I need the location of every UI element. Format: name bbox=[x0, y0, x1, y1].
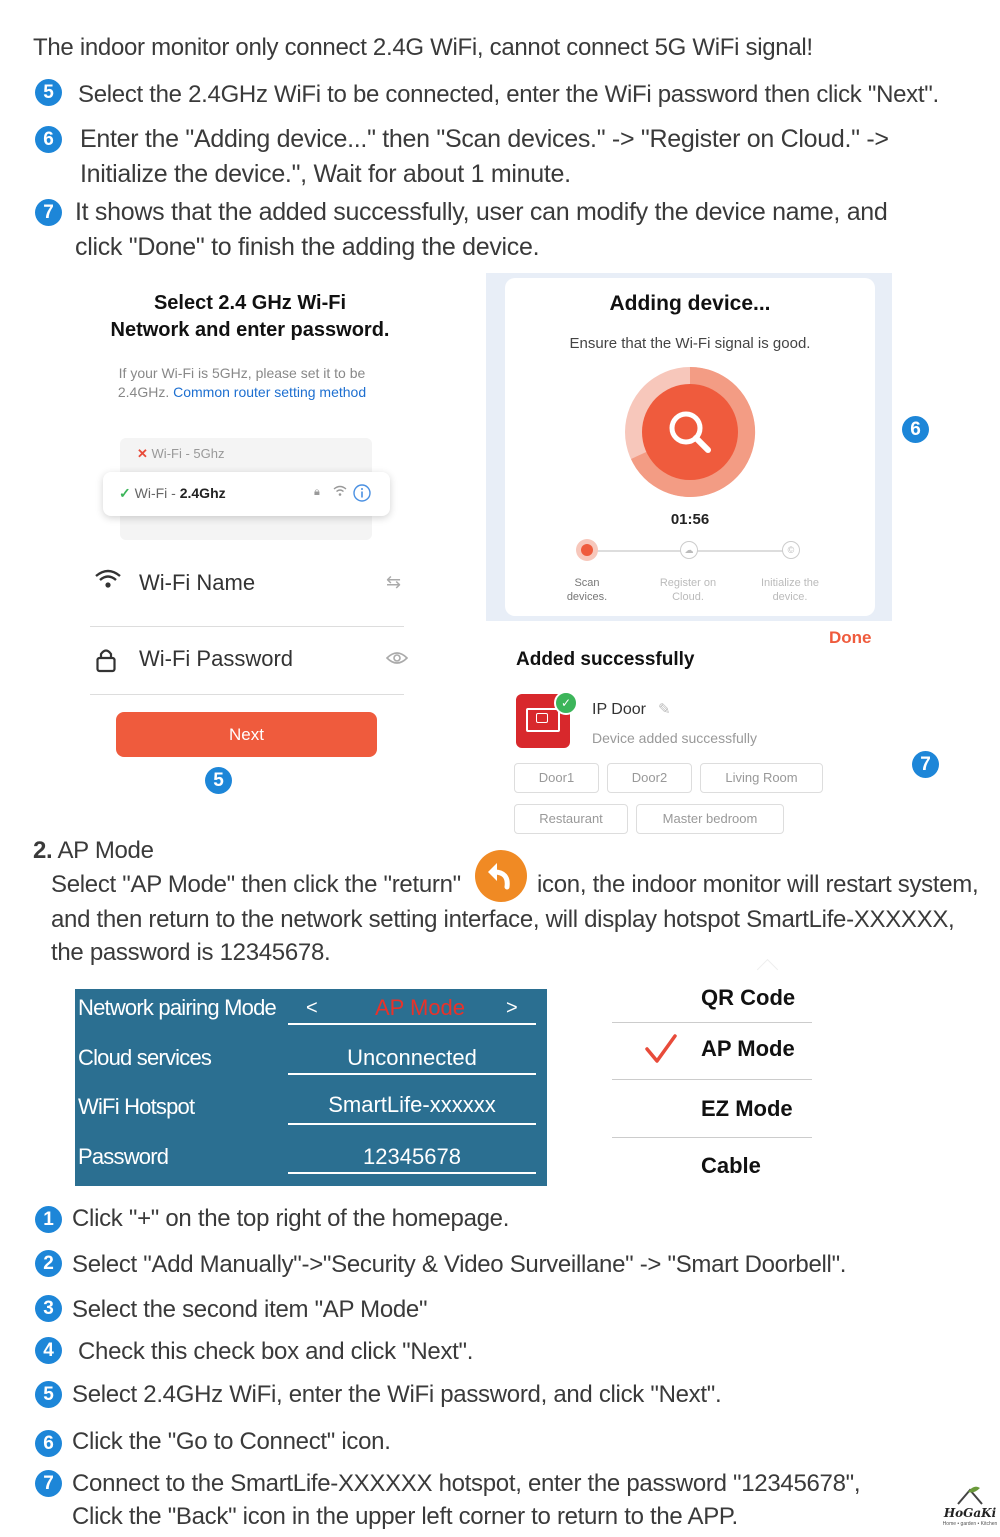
step-badge: 2 bbox=[35, 1250, 62, 1277]
wifi-name-label[interactable]: Wi-Fi Name bbox=[139, 570, 256, 595]
step-badge: 4 bbox=[35, 1337, 62, 1364]
cloud-services-value: Unconnected bbox=[347, 1045, 477, 1070]
step-text: Check this check box and click "Next". bbox=[78, 1338, 474, 1365]
room-tag[interactable]: Door1 bbox=[514, 763, 599, 793]
eye-icon[interactable] bbox=[386, 650, 408, 671]
switch-network-icon[interactable]: ⇆ bbox=[386, 572, 402, 592]
step-badge: 6 bbox=[35, 126, 62, 153]
room-tag[interactable]: Master bedroom bbox=[636, 804, 784, 834]
device-name: IP Door bbox=[592, 701, 646, 718]
lock-icon bbox=[95, 647, 117, 678]
init-step-icon: © bbox=[782, 541, 800, 559]
step-badge: 7 bbox=[35, 199, 62, 226]
step-badge: 7 bbox=[35, 1470, 62, 1497]
step-scan-label: Scan devices. bbox=[566, 577, 608, 603]
check-icon: ✓ bbox=[119, 485, 131, 501]
added-title: Added successfully bbox=[516, 649, 695, 670]
checkmark-icon bbox=[644, 1033, 678, 1070]
step-text: Select 2.4GHz WiFi, enter the WiFi password, and click "Next". bbox=[72, 1381, 722, 1408]
step-badge: 7 bbox=[912, 751, 939, 778]
room-tag[interactable]: Door2 bbox=[607, 763, 692, 793]
network-5g: ✕ Wi-Fi - 5Ghz bbox=[137, 446, 225, 461]
step-text: Click the "Back" icon in the upper left corner to return to the APP. bbox=[72, 1503, 738, 1530]
step-text: Connect to the SmartLife-XXXXXX hotspot, enter the password "12345678", bbox=[72, 1470, 861, 1497]
lock-icon: 🔒︎ bbox=[314, 486, 320, 498]
divider bbox=[90, 626, 404, 627]
underline bbox=[288, 1073, 536, 1075]
menu-item-ez-mode[interactable]: EZ Mode bbox=[701, 1096, 793, 1121]
step-initialize-label: Initialize the device. bbox=[760, 577, 820, 603]
password-label: Password bbox=[78, 1144, 169, 1169]
adding-title: Adding device... bbox=[609, 292, 771, 315]
wifi-hotspot-value: SmartLife-xxxxxx bbox=[328, 1092, 496, 1117]
device-status: Device added successfully bbox=[592, 730, 757, 746]
room-tag[interactable]: Living Room bbox=[700, 763, 823, 793]
room-tag[interactable]: Restaurant bbox=[514, 804, 628, 834]
step-badge: 5 bbox=[35, 79, 62, 106]
wifi-signal-icon bbox=[333, 484, 347, 503]
edit-pencil-icon[interactable]: ✎ bbox=[658, 701, 671, 718]
underline bbox=[288, 1172, 536, 1174]
ap-paragraph-line1b: icon, the indoor monitor will restart system, bbox=[537, 871, 979, 898]
step-scan-icon bbox=[576, 539, 598, 561]
ap-paragraph-line3: the password is 12345678. bbox=[51, 939, 331, 966]
wifi-hint-prefix: 2.4GHz. bbox=[117, 384, 174, 400]
step-text: Select the 2.4GHz WiFi to be connected, enter the WiFi password then click "Next". bbox=[78, 81, 939, 108]
step-text: It shows that the added successfully, user can modify the device name, and bbox=[75, 198, 888, 226]
done-button[interactable]: Done bbox=[829, 628, 872, 647]
wifi-icon bbox=[94, 567, 122, 596]
ap-paragraph-line2: and then return to the network setting interface, will display hotspot SmartLife-XXXXXX, bbox=[51, 906, 955, 933]
password-value: 12345678 bbox=[363, 1144, 461, 1169]
adding-subtitle: Ensure that the Wi-Fi signal is good. bbox=[569, 335, 811, 352]
next-mode-arrow[interactable]: > bbox=[506, 997, 518, 1019]
success-check-icon: ✓ bbox=[554, 691, 578, 715]
step-text: click "Done" to finish the adding the device. bbox=[75, 233, 540, 261]
step-register-label: Register on Cloud. bbox=[659, 577, 717, 603]
ap-heading: 2. AP Mode bbox=[33, 837, 154, 864]
pairing-mode-value[interactable]: AP Mode bbox=[374, 995, 466, 1020]
pairing-mode-label: Network pairing Mode bbox=[78, 995, 276, 1020]
step-badge: 5 bbox=[35, 1381, 62, 1408]
divider bbox=[90, 694, 404, 695]
step-badge: 3 bbox=[35, 1295, 62, 1322]
wifi-hotspot-label: WiFi Hotspot bbox=[78, 1094, 195, 1119]
menu-divider bbox=[612, 1137, 812, 1138]
intro-text: The indoor monitor only connect 2.4G WiFi, cannot connect 5G WiFi signal! bbox=[33, 34, 813, 61]
wifi-title-line2: Network and enter password. bbox=[110, 319, 390, 341]
menu-item-ap-mode[interactable]: AP Mode bbox=[701, 1036, 795, 1061]
ap-paragraph-line1a: Select "AP Mode" then click the "return" bbox=[51, 871, 461, 898]
next-button[interactable]: Next bbox=[116, 712, 377, 757]
step-text: Enter the "Adding device..." then "Scan devices." -> "Register on Cloud." -> bbox=[80, 125, 889, 153]
scan-progress-ring bbox=[624, 366, 756, 503]
menu-item-qr-code[interactable]: QR Code bbox=[701, 985, 796, 1010]
countdown-timer: 01:56 bbox=[670, 511, 710, 528]
network-24g[interactable]: ✓ Wi-Fi - 2.4Ghz bbox=[119, 485, 226, 501]
hogaki-logo bbox=[942, 1484, 998, 1534]
cloud-services-label: Cloud services bbox=[78, 1045, 212, 1070]
step-text: Select "Add Manually"->"Security & Video Surveillane" -> "Smart Doorbell". bbox=[72, 1251, 847, 1278]
wifi-password-label[interactable]: Wi-Fi Password bbox=[139, 646, 294, 671]
step-text: Click "+" on the top right of the homepage. bbox=[72, 1205, 510, 1232]
menu-item-cable[interactable]: Cable bbox=[701, 1153, 761, 1178]
step-text: Initialize the device.", Wait for about 1 minute. bbox=[80, 160, 571, 188]
step-badge: 1 bbox=[35, 1206, 62, 1233]
step-text: Select the second item "AP Mode" bbox=[72, 1296, 428, 1323]
underline bbox=[288, 1023, 536, 1025]
info-icon[interactable] bbox=[353, 484, 371, 507]
return-icon bbox=[475, 850, 527, 902]
wifi-hint-line1: If your Wi-Fi is 5GHz, please set it to be bbox=[118, 365, 366, 381]
menu-divider bbox=[612, 1079, 812, 1080]
router-setting-link[interactable]: Common router setting method bbox=[173, 384, 367, 400]
step-badge: 5 bbox=[205, 767, 232, 794]
menu-divider bbox=[612, 1022, 812, 1023]
cloud-step-icon: ☁ bbox=[680, 541, 698, 559]
step-badge: 6 bbox=[35, 1430, 62, 1457]
underline bbox=[288, 1123, 536, 1125]
step-badge: 6 bbox=[902, 416, 929, 443]
prev-mode-arrow[interactable]: < bbox=[306, 997, 318, 1019]
logo-tagline: Home • garden • Kitchen bbox=[942, 1521, 998, 1527]
wifi-title-line1: Select 2.4 GHz Wi-Fi bbox=[153, 292, 347, 314]
step-text: Click the "Go to Connect" icon. bbox=[72, 1428, 391, 1455]
x-icon: ✕ bbox=[137, 446, 148, 461]
wifi-hint-line2 bbox=[62, 383, 422, 402]
logo-text: HoGaKi bbox=[943, 1506, 997, 1520]
